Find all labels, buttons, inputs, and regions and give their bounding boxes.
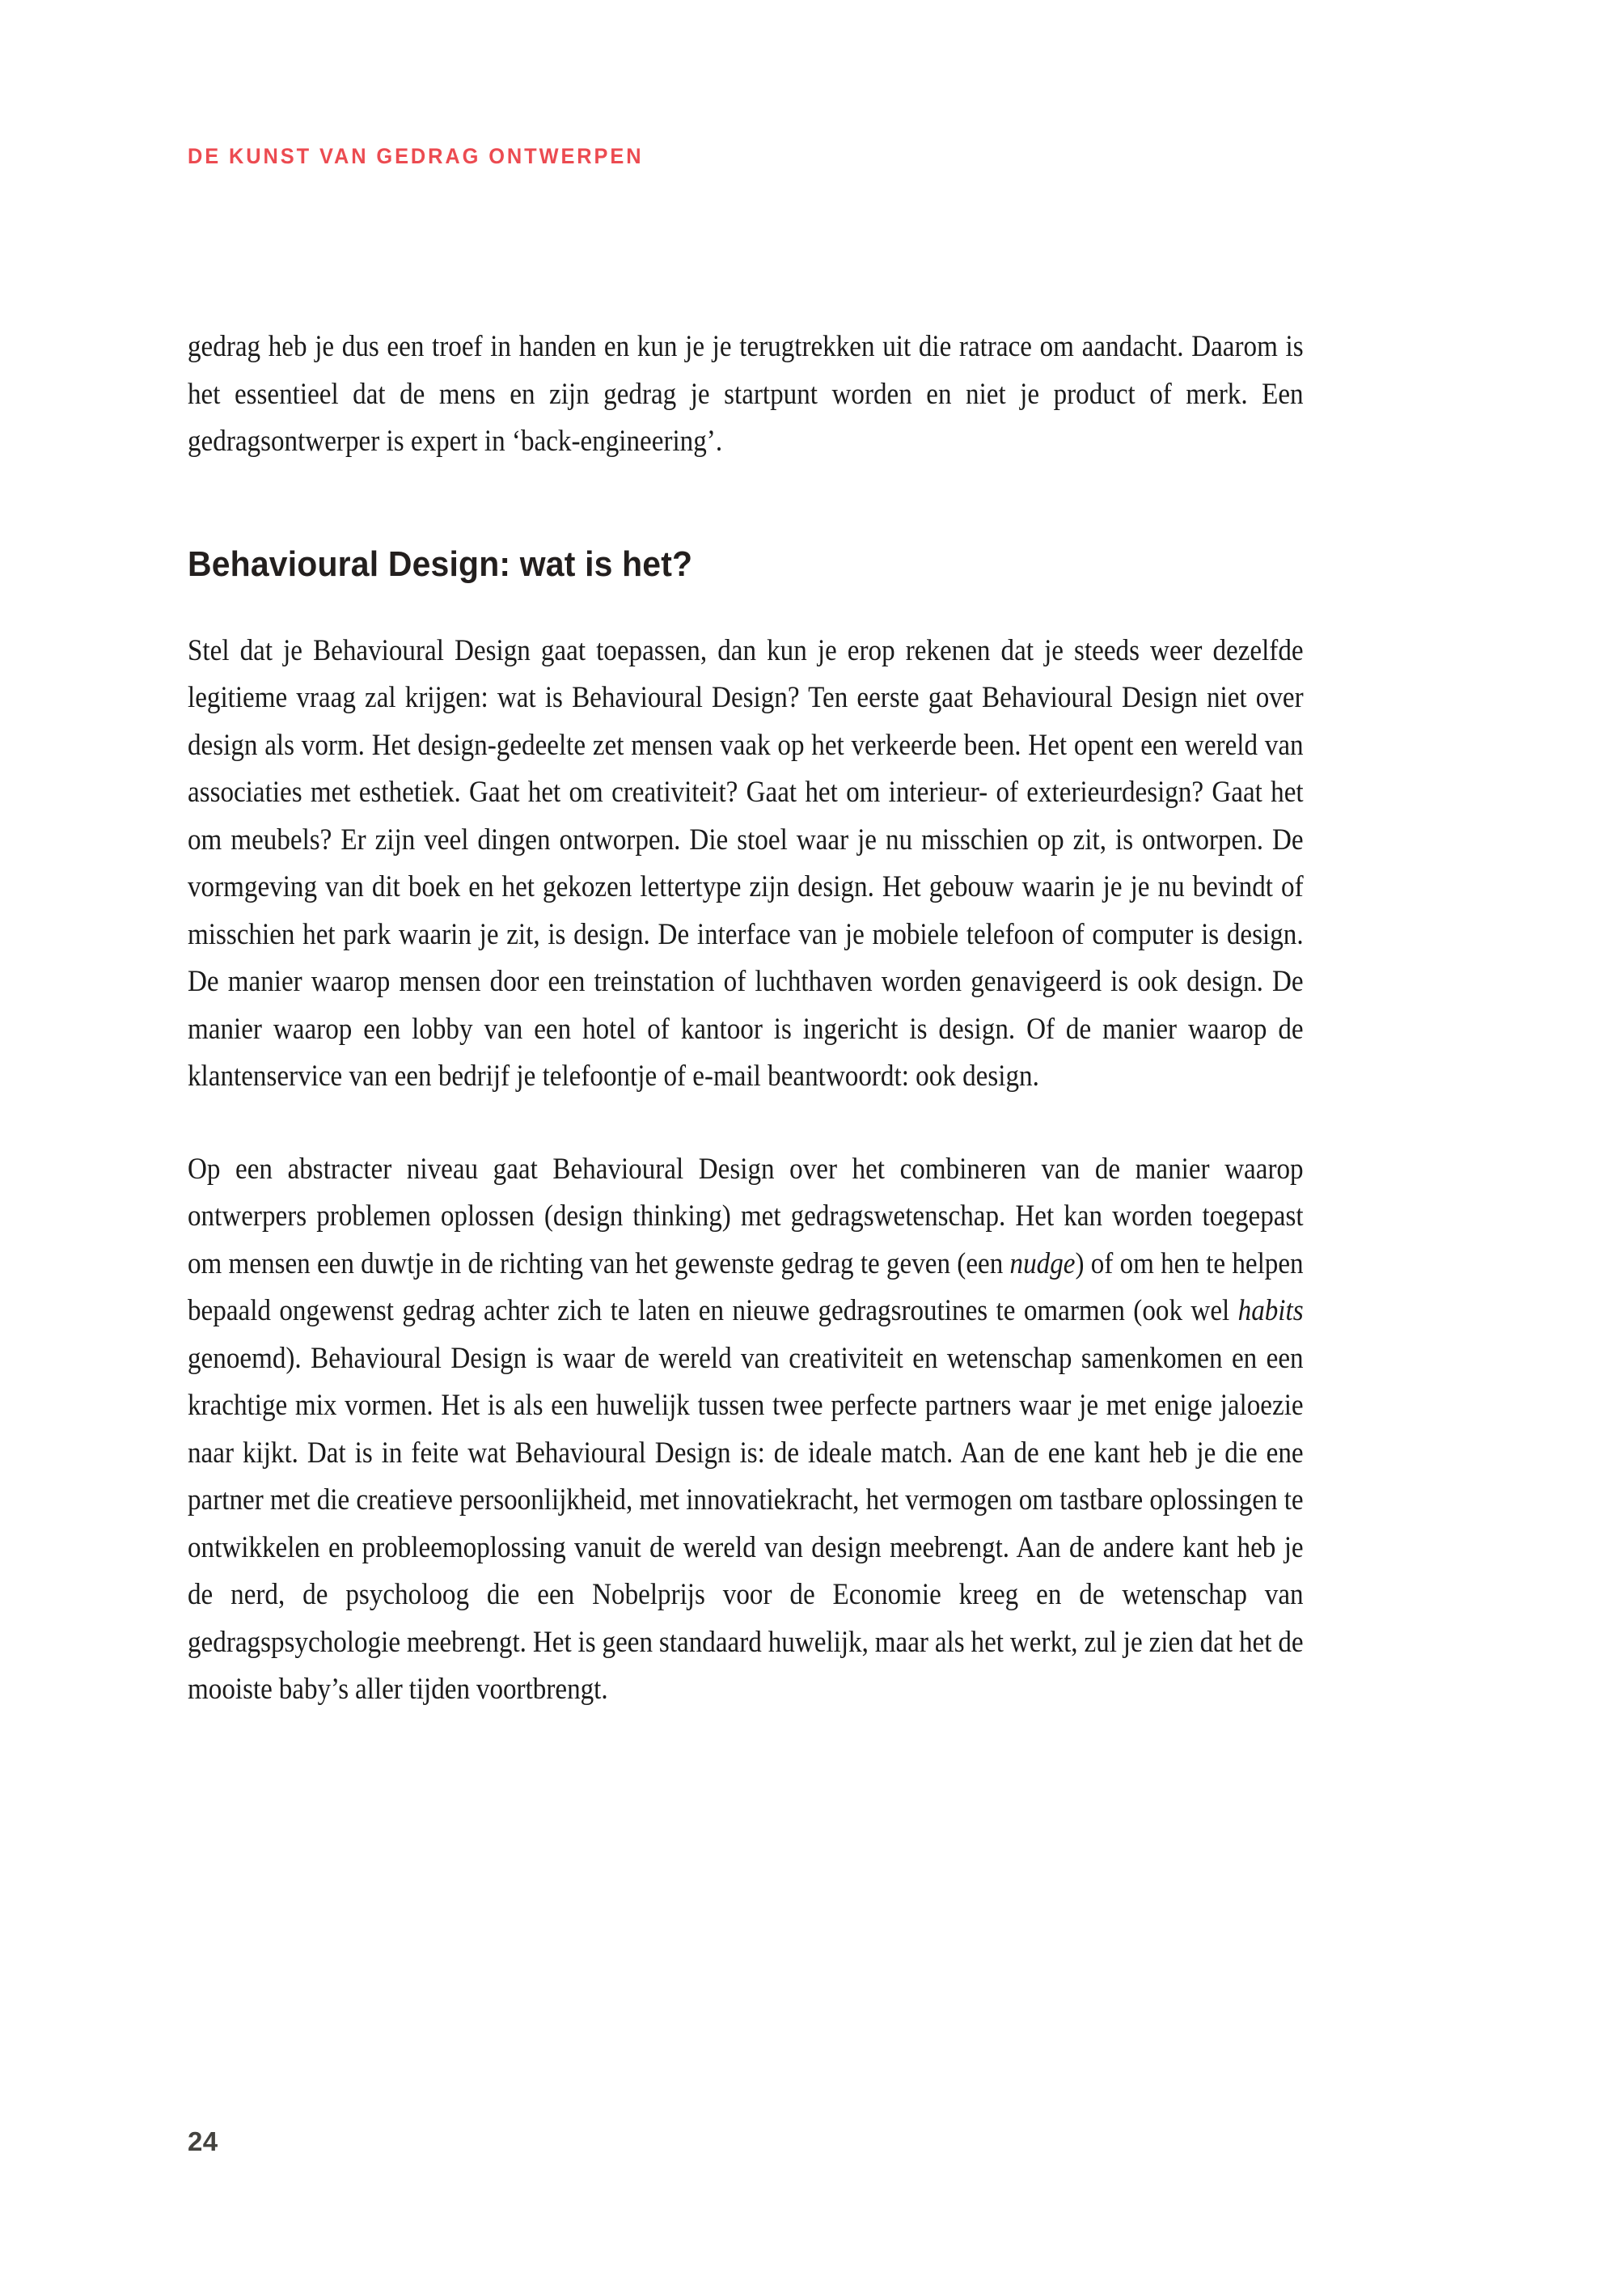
paragraph-3-part-3: genoemd). Behavioural Design is waar de wereld van creativiteit en wetenschap samenkomen en een krachtige mix vormen. Het is als een huwelijk tussen twee perfecte partners waar je met enige jaloezie naar kijkt. Dat is in feite wat Behavioural Design is: de ideale match. Aan de ene kant heb je die ene partner met die creatieve persoonlijkheid, met innovatiekracht, het vermogen om tastbare oplossingen te ontwikkelen en probleemoplossing vanuit de wereld van design meebrengt. Aan de andere kant heb je de nerd, de psycholoog die een Nobelprijs voor de Economie kreeg en de wetenschap van gedragspsychologie meebrengt. Het is geen standaard huwelijk, maar als het werkt, zul je zien dat het de mooiste baby’s aller tijden voortbrengt.: [188, 1341, 1304, 1706]
running-header: DE KUNST VAN GEDRAG ONTWERPEN: [188, 144, 644, 168]
section-heading: Behavioural Design: wat is het?: [188, 544, 693, 584]
paragraph-3-part-2: ) of om hen te helpen bepaald ongewenst gedrag achter zich te laten en nieuwe gedragsroutines te omarmen (ook wel: [188, 1246, 1304, 1327]
paragraph-what-is-behavioural-design: Stel dat je Behavioural Design gaat toepassen, dan kun je erop rekenen dat je steeds weer dezelfde legitieme vraag zal krijgen: wat is Behavioural Design? Ten eerste gaat Behavioural Design niet over design als vorm. Het design-gedeelte zet mensen vaak op het verkeerde been. Het opent een wereld van associaties met esthetiek. Gaat het om creativiteit? Gaat het om interieur- of exterieurdesign? Gaat het om meubels? Er zijn veel dingen ontworpen. Die stoel waar je nu misschien op zit, is ontworpen. De vormgeving van dit boek en het gekozen lettertype zijn design. Het gebouw waarin je je nu bevindt of misschien het park waarin je zit, is design. De interface van je mobiele telefoon of computer is design. De manier waarop mensen door een treinstation of luchthaven worden genavigeerd is ook design. De manier waarop een lobby van een hotel of kantoor is ingericht is design. Of de manier waarop de klantenservice van een bedrijf je telefoontje of e-mail beantwoordt: ook design.: [188, 633, 1304, 1093]
paragraph-3-part-1: Op een abstracter niveau gaat Behavioural Design over het combineren van de manier waarop ontwerpers problemen oplossen (design thinking) met gedragswetenschap. Het kan worden toegepast om mensen een duwtje in de richting van het gewenste gedrag te geven (een: [188, 1152, 1304, 1280]
spacer-between-paragraphs: [188, 1101, 1304, 1146]
intro-paragraph: gedrag heb je dus een troef in handen en kun je je terugtrekken uit die ratrace om aandacht. Daarom is het essentieel dat de mens en zijn gedrag je startpunt worden en niet je product of merk. Een gedragsontwerper is expert in ‘back-engineering’.: [188, 330, 1304, 458]
text-column: [188, 324, 1304, 1714]
spacer-after-heading: [188, 586, 1304, 628]
page-number: 24: [188, 2126, 218, 2156]
emphasis-habits: habits: [1237, 1294, 1304, 1327]
paragraph-abstract-level: [188, 1146, 1304, 1714]
emphasis-nudge: nudge: [1009, 1246, 1076, 1280]
spacer-before-heading: [188, 466, 1304, 544]
